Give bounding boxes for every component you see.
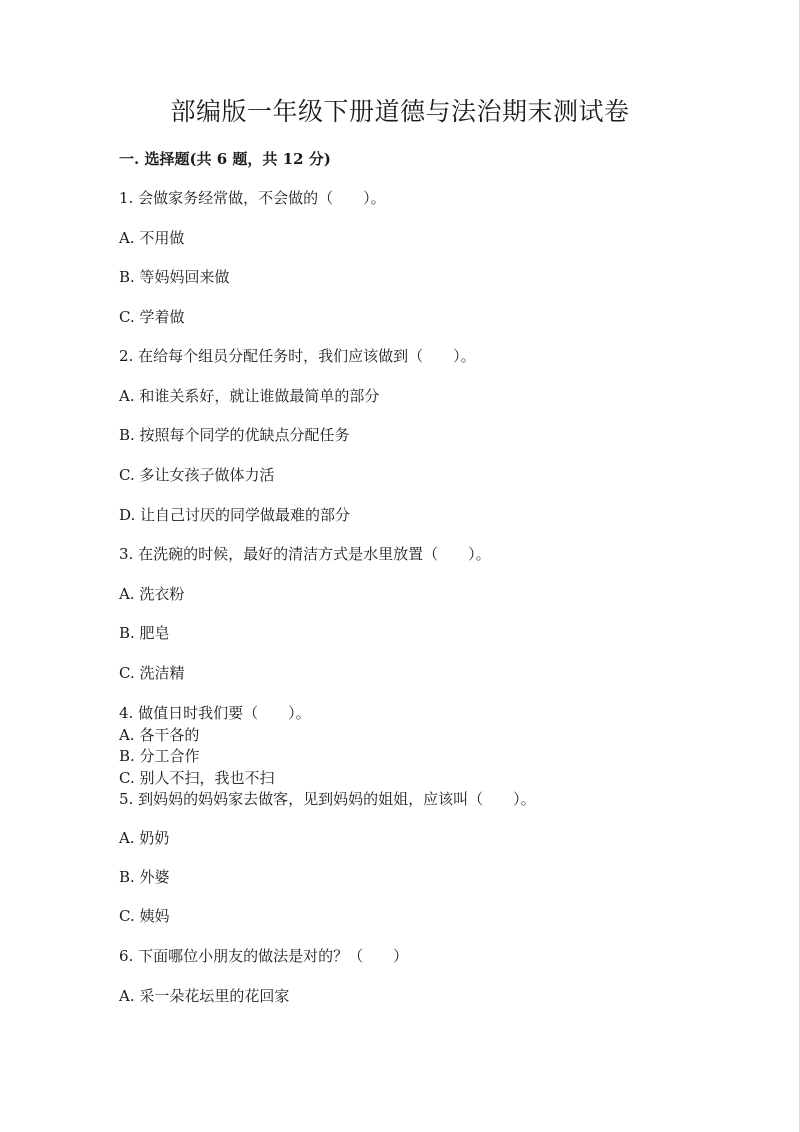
question-1-option-b: B. 等妈妈回来做	[119, 268, 230, 286]
page-title: 部编版一年级下册道德与法治期末测试卷	[170, 97, 630, 126]
question-1-option-a: A. 不用做	[119, 229, 185, 247]
question-2-option-c: C. 多让女孩子做体力活	[119, 466, 275, 484]
question-4-option-c: C. 别人不扫，我也不扫	[119, 769, 275, 787]
question-5-option-b: B. 外婆	[119, 868, 170, 886]
question-3-option-c: C. 洗洁精	[119, 664, 185, 682]
question-5-option-c: C. 姨妈	[119, 907, 170, 925]
question-2-option-b: B. 按照每个同学的优缺点分配任务	[119, 426, 350, 444]
question-1-stem: 1. 会做家务经常做，不会做的（ ）。	[119, 189, 386, 207]
question-3-option-a: A. 洗衣粉	[119, 585, 185, 603]
question-6-stem: 6. 下面哪位小朋友的做法是对的？（ ）	[119, 947, 409, 965]
question-4-option-a: A. 各干各的	[119, 726, 200, 744]
question-2-option-d: D. 让自己讨厌的同学做最难的部分	[119, 506, 351, 524]
question-4-option-b: B. 分工合作	[119, 747, 200, 765]
question-3-stem: 3. 在洗碗的时候，最好的清洁方式是水里放置（ ）。	[119, 545, 491, 563]
question-3-option-b: B. 肥皂	[119, 624, 170, 642]
section-heading: 一. 选择题(共 6 题，共 12 分)	[119, 150, 331, 168]
question-1-option-c: C. 学着做	[119, 308, 185, 326]
question-5-option-a: A. 奶奶	[119, 829, 170, 847]
question-4-stem: 4. 做值日时我们要（ ）。	[119, 704, 311, 722]
question-2-stem: 2. 在给每个组员分配任务时，我们应该做到（ ）。	[119, 347, 476, 365]
question-6-option-a: A. 采一朵花坛里的花回家	[119, 987, 290, 1005]
question-2-option-a: A. 和谁关系好，就让谁做最简单的部分	[119, 387, 380, 405]
question-5-stem: 5. 到妈妈的妈妈家去做客，见到妈妈的姐姐，应该叫（ ）。	[119, 790, 536, 808]
